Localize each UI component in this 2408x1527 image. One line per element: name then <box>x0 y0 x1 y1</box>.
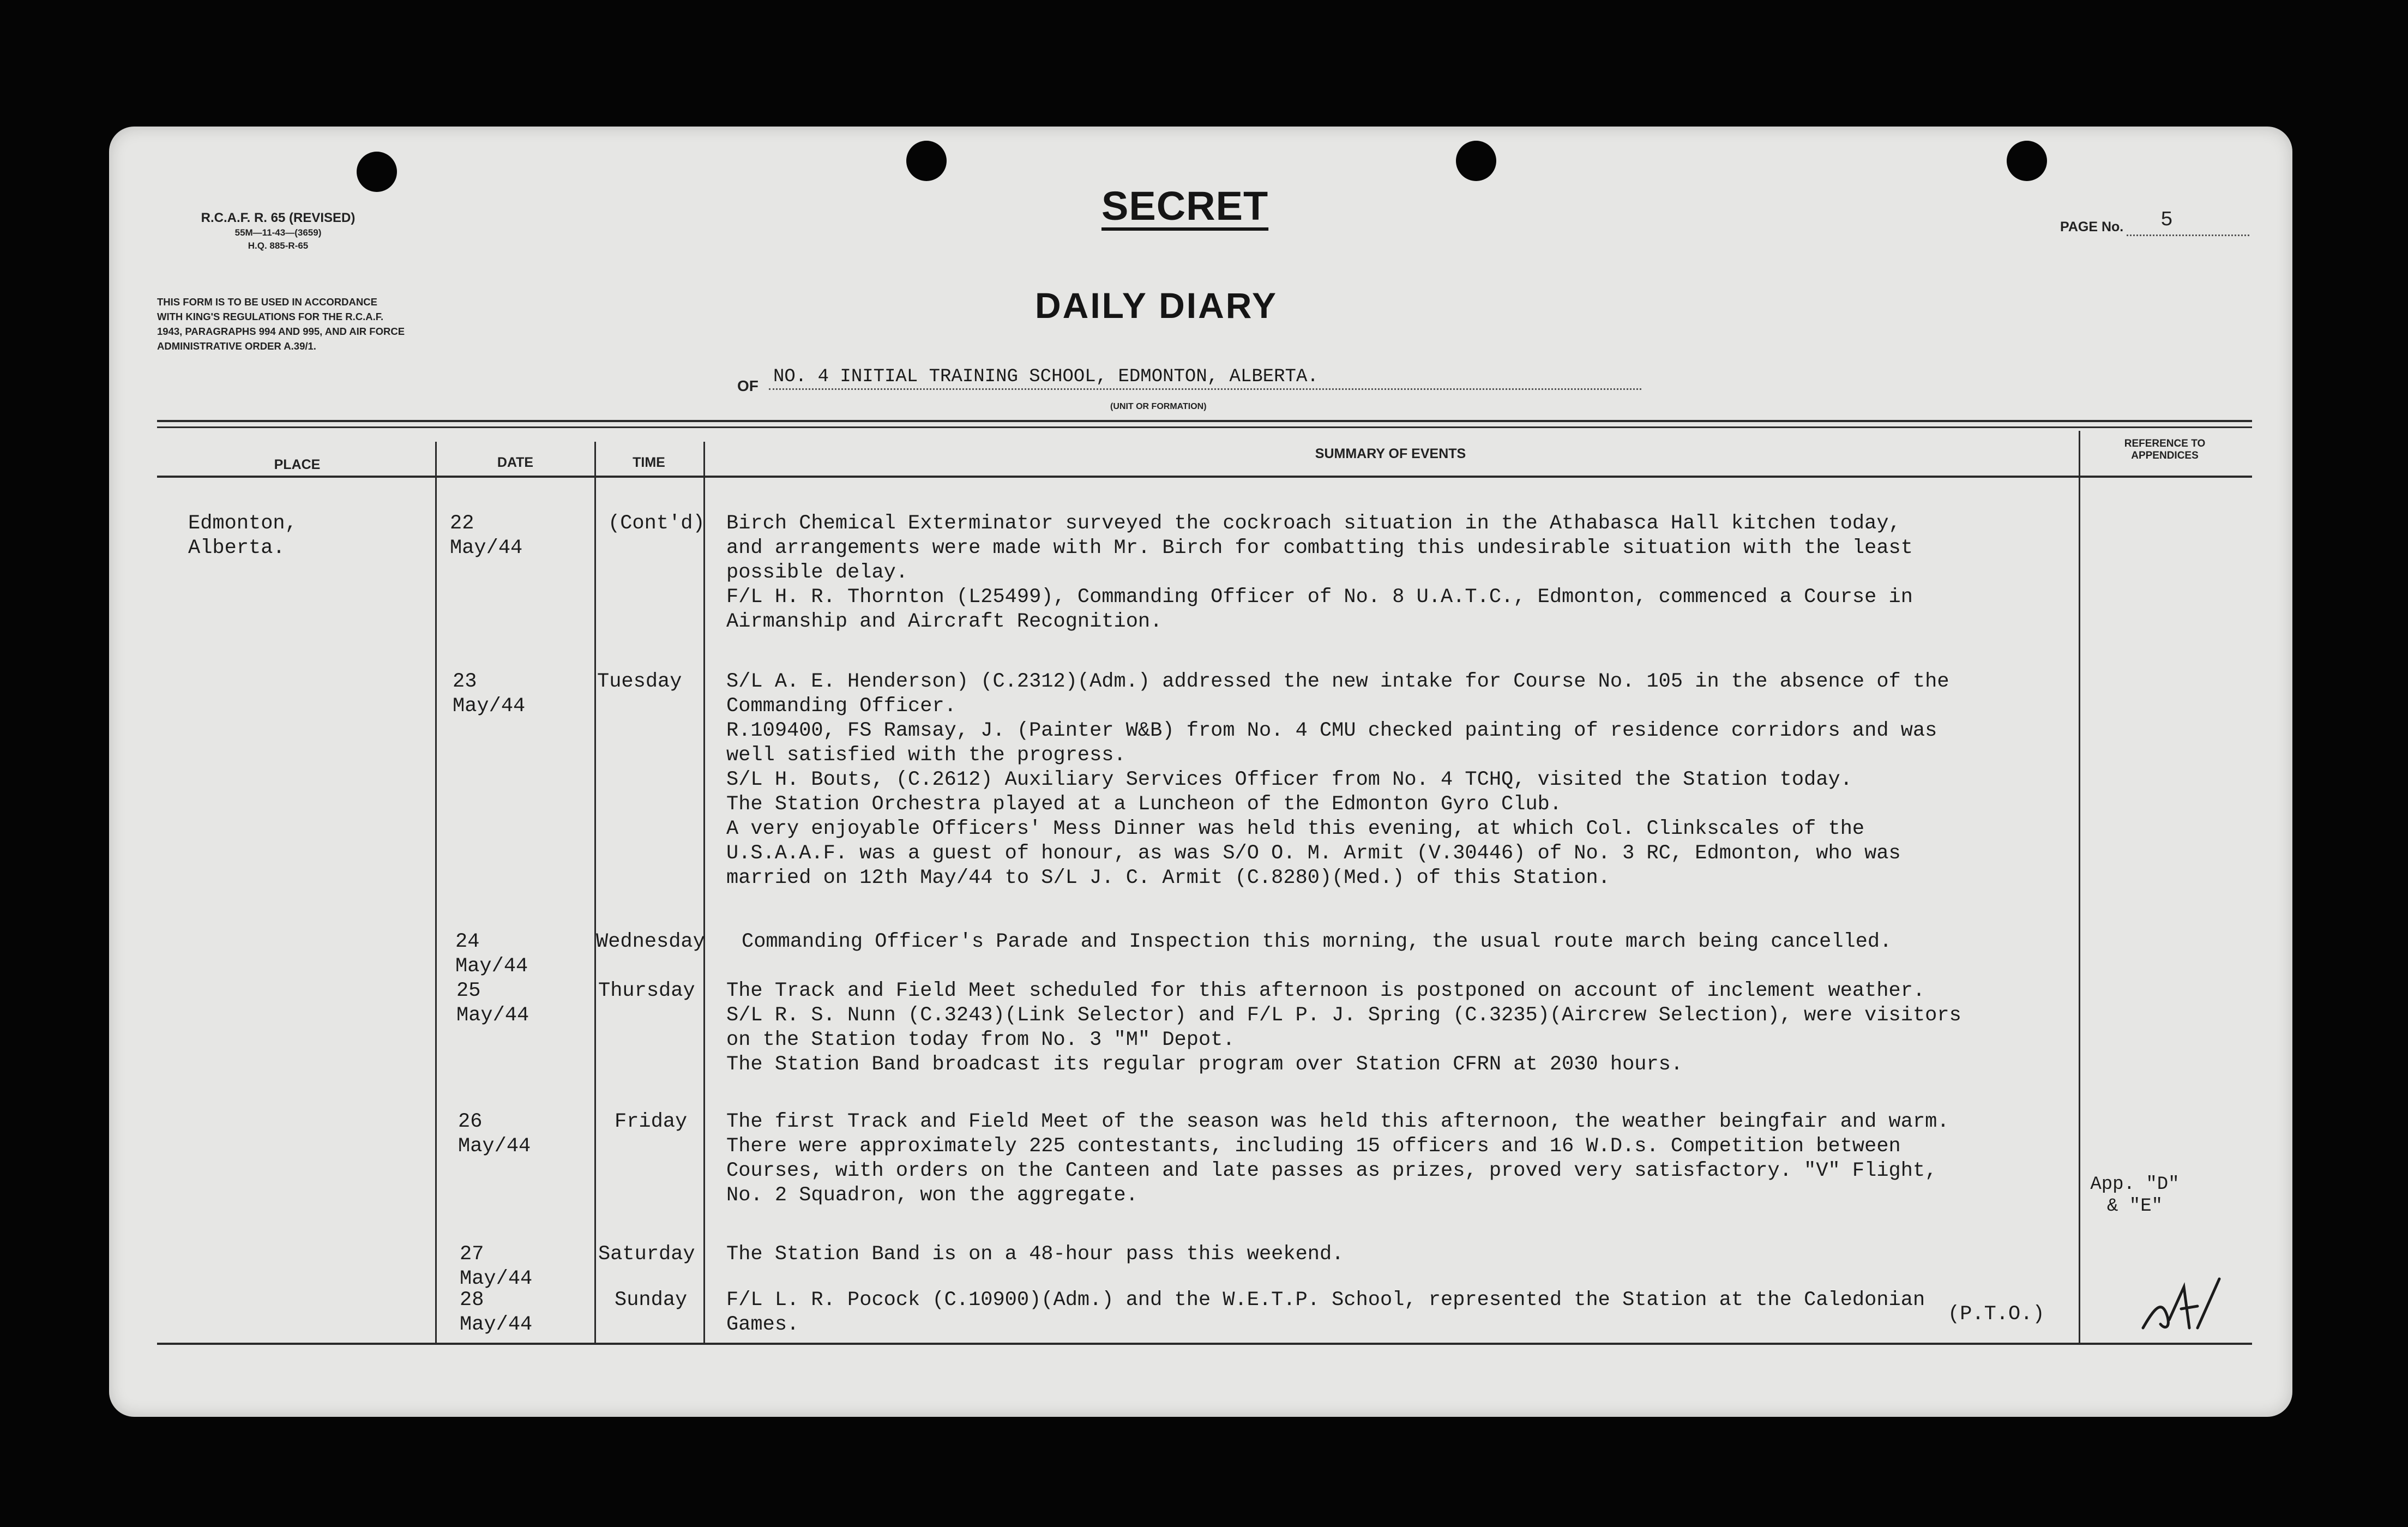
time-cell: Friday <box>615 1110 688 1133</box>
summary-cell <box>726 979 2046 1077</box>
of-label: OF <box>737 377 758 394</box>
column-header-summary: SUMMARY OF EVENTS <box>1315 446 1466 461</box>
table-bottom-rule <box>157 1343 2252 1345</box>
classification-heading: SECRET <box>1101 183 1269 229</box>
date-cell: 28 May/44 <box>460 1289 533 1336</box>
form-title: DAILY DIARY <box>1035 285 1278 326</box>
summary-cell <box>726 670 2046 891</box>
binder-hole-4 <box>2007 141 2047 181</box>
summary-line: possible delay. <box>726 561 908 584</box>
summary-line: The Track and Field Meet scheduled for this afternoon is postponed on account of inclement weather. <box>726 979 1925 1002</box>
time-cell: Saturday <box>598 1243 695 1266</box>
summary-line: No. 2 Squadron, won the aggregate. <box>726 1184 1138 1207</box>
instructions-line: ADMINISTRATIVE ORDER A.39/1. <box>157 340 316 352</box>
summary-cell <box>742 930 2061 954</box>
summary-line: S/L R. S. Nunn (C.3243)(Link Selector) and F/L P. J. Spring (C.3235)(Aircrew Selection), were visitors <box>726 1004 1961 1027</box>
time-cell: Sunday <box>615 1289 688 1312</box>
instructions-line: 1943, PARAGRAPHS 994 AND 995, AND AIR FORCE <box>157 326 405 337</box>
column-header-reference <box>2091 438 2238 462</box>
summary-line: Birch Chemical Exterminator surveyed the cockroach situation in the Athabasca Hall kitchen today, <box>726 512 1901 535</box>
column-header-place: PLACE <box>274 457 321 472</box>
table-top-rule-2 <box>157 426 2252 428</box>
form-reference-line: R.C.A.F. R. 65 (REVISED) <box>201 211 356 225</box>
form-instructions <box>157 294 405 353</box>
date-cell: 22 May/44 <box>450 512 523 560</box>
column-divider-place <box>435 442 437 1344</box>
unit-caption: (UNIT OR FORMATION) <box>1110 402 1207 411</box>
summary-line: U.S.A.A.F. was a guest of honour, as was S/O O. M. Armit (V.30446) of No. 3 RC, Edmonton, who was <box>726 842 1901 865</box>
reference-header-line: APPENDICES <box>2131 450 2199 461</box>
summary-cell <box>726 1110 2046 1208</box>
form-reference <box>164 210 393 253</box>
summary-line: Commanding Officer's Parade and Inspection this morning, the usual route march being cancelled. <box>742 930 1892 953</box>
page-number: 5 <box>2160 208 2173 232</box>
column-divider-summary <box>2079 431 2080 1344</box>
page-number-line <box>2127 235 2249 236</box>
binder-hole-1 <box>357 152 397 192</box>
date-cell: 27 May/44 <box>460 1243 533 1290</box>
summary-cell <box>726 512 2046 634</box>
form-reference-line: H.Q. 885-R-65 <box>248 241 309 251</box>
instructions-line: WITH KING'S REGULATIONS FOR THE R.C.A.F. <box>157 311 384 322</box>
time-cell: Thursday <box>598 979 695 1002</box>
summary-line: married on 12th May/44 to S/L J. C. Armit (C.8280)(Med.) of this Station. <box>726 867 1610 889</box>
summary-line: S/L H. Bouts, (C.2612) Auxiliary Services Officer from No. 4 TCHQ, visited the Station today. <box>726 768 1852 791</box>
time-cell: Tuesday <box>597 670 682 693</box>
date-cell: 26 May/44 <box>458 1110 531 1158</box>
date-cell: 24 May/44 <box>455 930 528 978</box>
summary-line: The Station Band broadcast its regular program over Station CFRN at 2030 hours. <box>726 1053 1683 1076</box>
binder-hole-2 <box>906 141 947 181</box>
appendix-reference <box>2088 1174 2181 1217</box>
appendix-line: & "E" <box>2106 1196 2163 1217</box>
initials-signature <box>2138 1276 2225 1336</box>
time-cell: (Cont'd) <box>608 512 705 535</box>
summary-line: Courses, with orders on the Canteen and late passes as prizes, proved very satisfactory. "V" Flight, <box>726 1159 1937 1182</box>
unit-name: NO. 4 INITIAL TRAINING SCHOOL, EDMONTON, ALBERTA. <box>773 366 1319 387</box>
time-cell: Wednesday <box>596 930 705 953</box>
summary-line: and arrangements were made with Mr. Birch for combatting this undesirable situation with the least <box>726 537 1913 560</box>
summary-line: R.109400, FS Ramsay, J. (Painter W&B) from No. 4 CMU checked painting of residence corridors and was <box>726 719 1937 742</box>
column-divider-time <box>703 442 705 1344</box>
header-bottom-rule <box>157 476 2252 478</box>
summary-cell <box>726 1242 2046 1267</box>
summary-line: A very enjoyable Officers' Mess Dinner was held this evening, at which Col. Clinkscales of the <box>726 817 1865 840</box>
page-label: PAGE No. <box>2060 219 2124 235</box>
column-header-date: DATE <box>497 455 534 470</box>
summary-line: The Station Band is on a 48-hour pass this weekend. <box>726 1243 1344 1266</box>
column-divider-date <box>594 442 596 1344</box>
pto-note: (P.T.O.) <box>1948 1303 2045 1326</box>
place-cell: Edmonton, Alberta. <box>188 512 297 560</box>
summary-line: F/L H. R. Thornton (L25499), Commanding Officer of No. 8 U.A.T.C., Edmonton, commenced a Course in <box>726 586 1913 609</box>
unit-line <box>769 388 1641 390</box>
summary-line: F/L L. R. Pocock (C.10900)(Adm.) and the W.E.T.P. School, represented the Station at the Caledonian <box>726 1289 1925 1312</box>
summary-line: The Station Orchestra played at a Luncheon of the Edmonton Gyro Club. <box>726 793 1562 816</box>
date-cell: 23 May/44 <box>453 670 526 718</box>
summary-line: Commanding Officer. <box>726 695 956 718</box>
summary-cell <box>726 1288 2046 1337</box>
instructions-line: THIS FORM IS TO BE USED IN ACCORDANCE <box>157 296 377 308</box>
reference-header-line: REFERENCE TO <box>2124 438 2206 449</box>
form-reference-line: 55M—11-43—(3659) <box>234 227 322 238</box>
column-header-time: TIME <box>633 455 665 470</box>
summary-line: S/L A. E. Henderson) (C.2312)(Adm.) addressed the new intake for Course No. 105 in the absence of the <box>726 670 1949 693</box>
summary-line: well satisfied with the progress. <box>726 744 1126 767</box>
date-cell: 25 May/44 <box>456 979 529 1027</box>
binder-hole-3 <box>1456 141 1496 181</box>
appendix-line: App. "D" <box>2090 1174 2180 1195</box>
summary-line: Games. <box>726 1313 799 1336</box>
summary-line: on the Station today from No. 3 "M" Depot. <box>726 1029 1235 1051</box>
summary-line: Airmanship and Aircraft Recognition. <box>726 610 1163 633</box>
summary-line: There were approximately 225 contestants, including 15 officers and 16 W.D.s. Competition between <box>726 1135 1901 1158</box>
table-top-rule <box>157 420 2252 422</box>
summary-line: The first Track and Field Meet of the season was held this afternoon, the weather beingfair and warm. <box>726 1110 1949 1133</box>
